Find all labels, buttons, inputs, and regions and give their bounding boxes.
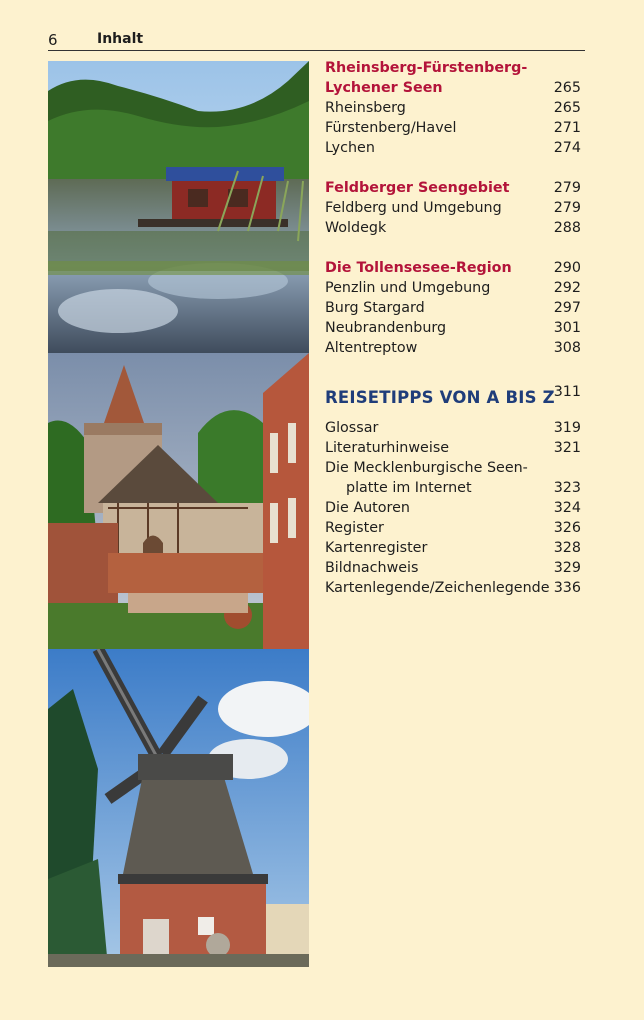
toc-entry[interactable]: Fürstenberg/Havel 271	[325, 120, 581, 136]
toc-entry[interactable]: Lychen 274	[325, 140, 581, 156]
toc-entry[interactable]: Die Mecklenburgische Seen-	[325, 460, 528, 476]
toc-entry[interactable]: Register 326	[325, 520, 581, 536]
windmill-photo	[48, 649, 309, 967]
toc-entry[interactable]: Rheinsberg 265	[325, 100, 581, 116]
toc-section-heading[interactable]: Die Tollensesee-Region 290	[325, 260, 581, 276]
church-tower-photo	[48, 353, 309, 649]
toc-entry[interactable]: Neubrandenburg 301	[325, 320, 581, 336]
toc-page: 311	[553, 384, 581, 400]
running-header	[48, 30, 585, 51]
toc-page: 265	[553, 80, 581, 96]
toc-section-heading[interactable]: Lychener Seen 265	[325, 80, 581, 96]
toc-section-heading[interactable]: Rheinsberg-Fürstenberg-	[325, 60, 528, 76]
table-of-contents	[325, 58, 581, 598]
photo-column	[48, 61, 309, 967]
toc-chapter-heading[interactable]: REISETIPPS VON A BIS Z 311	[325, 384, 581, 407]
toc-entry[interactable]: Feldberg und Umgebung 279	[325, 200, 581, 216]
toc-entry[interactable]: Bildnachweis 329	[325, 560, 581, 576]
toc-entry[interactable]: Glossar 319	[325, 420, 581, 436]
toc-entry[interactable]: Die Autoren 324	[325, 500, 581, 516]
running-title: Inhalt	[97, 31, 144, 47]
toc-entry[interactable]: Kartenregister 328	[325, 540, 581, 556]
toc-page: 290	[553, 260, 581, 276]
toc-entry[interactable]: platte im Internet 323	[346, 480, 581, 496]
toc-entry[interactable]: Woldegk 288	[325, 220, 581, 236]
toc-entry[interactable]: Penzlin und Umgebung 292	[325, 280, 581, 296]
toc-entry[interactable]: Altentreptow 308	[325, 340, 581, 356]
toc-entry[interactable]: Kartenlegende/Zeichenlegende 336	[325, 580, 581, 596]
toc-entry[interactable]: Burg Stargard 297	[325, 300, 581, 316]
toc-entry[interactable]: Literaturhinweise 321	[325, 440, 581, 456]
toc-page: 279	[553, 180, 581, 196]
lake-boathouse-photo	[48, 61, 309, 353]
page-number: 6	[48, 31, 58, 49]
toc-section-heading[interactable]: Feldberger Seengebiet 279	[325, 180, 581, 196]
